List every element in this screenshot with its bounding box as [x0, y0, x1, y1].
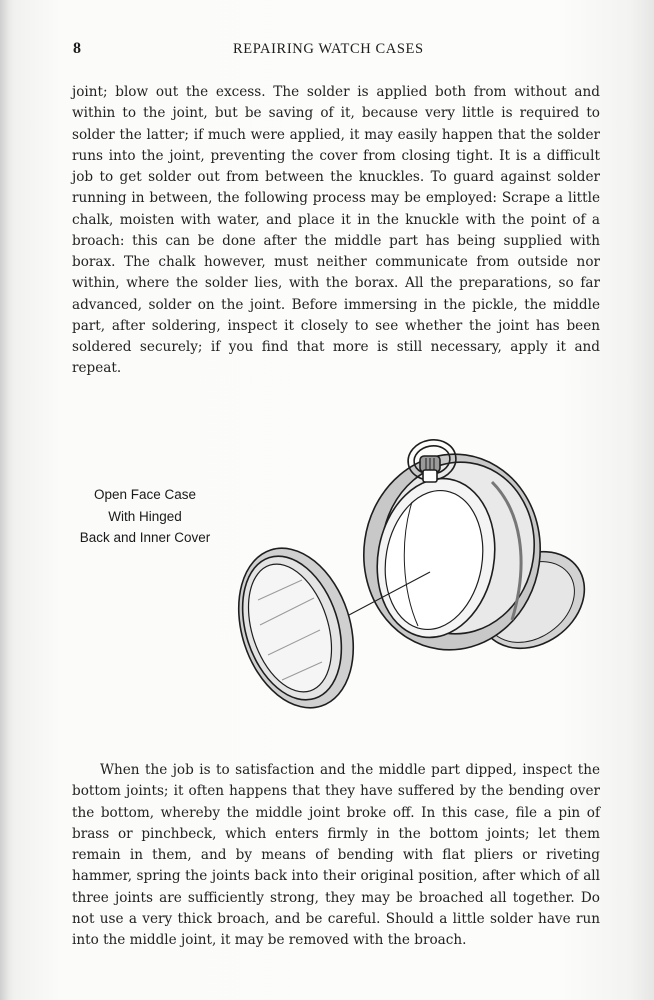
inner-cover-shape: [230, 533, 373, 722]
page-number: 8: [73, 40, 81, 57]
pocket-watch-case-illustration: [230, 430, 610, 730]
running-title: REPAIRING WATCH CASES: [233, 41, 424, 57]
caption-line-3: Back and Inner Cover: [79, 530, 211, 545]
page-header: [73, 38, 598, 62]
body-paragraph-1: joint; blow out the excess. The solder is applied both from without and within to the joint, but be saving of it, because very little is required to solder the latter; if much were applied, it may easily happen that the solder runs into the joint, preventing the cover from closing tight. It is a difficult job to get solder out from between the knuckles. To guard against solder running in between, the following process may be employed: Scrape a little chalk, moisten with water, and place it in the knuckle with the point of a broach: this can be done after the middle part has being supplied with borax. The chalk however, must neither communicate from outside nor within, where the solder lies, with the borax. All the preparations, so far advanced, solder on the joint. Before immersing in the pickle, the middle part, after soldering, inspect it closely to see whether the joint has been soldered securely; if you find that more is still necessary, apply it and repeat.: [72, 84, 600, 377]
body-paragraph-2: When the job is to satisfaction and the middle part dipped, inspect the bottom joints; it often happens that they have suffered by the bending over the bottom, whereby the middle joint broke off. In this case, file a pin of brass or pinchbeck, which enters firmly in the bottom joints; let them remain in them, and by means of bending with flat pliers or riveting hammer, spring the joints back into their original position, after which of all three joints are sufficiently strong, they may be broached all together. Do not use a very thick broach, and be careful. Should a little solder have run into the middle joint, it may be removed with the broach.: [72, 762, 600, 948]
figure-caption: [70, 484, 220, 549]
caption-line-2: With Hinged: [108, 508, 182, 524]
page-gutter-shadow: [0, 0, 10, 1000]
caption-line-1: Open Face Case: [93, 487, 197, 502]
